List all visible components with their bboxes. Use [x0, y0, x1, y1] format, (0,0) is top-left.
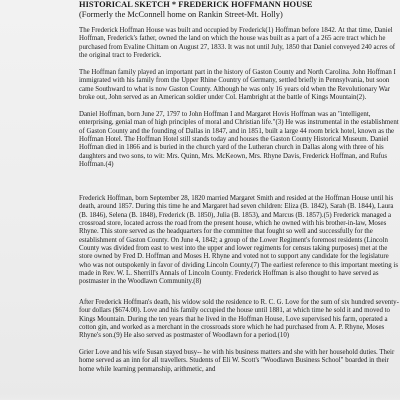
paragraph-love-family: After Frederick Hoffman's death, his widow sold the residence to R. C. G. Love for the sum of six hundred seventy-four dollars ($674.00). Love and his family occupied the house until 1881, at which time he sold it and moved to Kings Mountain. During the ten years that he lived in the Hoffman House, Love supervised his farm, operated a cotton gin, and worked as a merchant in the crossroads store which he had purchased from A. P. Rhyne, Moses Rhyne's son.(9) He also served as postmaster of Woodlawn for a period.(10)	[79, 299, 399, 340]
paragraph-frederick-hoffman: Frederick Hoffman, born September 28, 1820 married Margaret Smith and resided at the Hoffman House until his death, around 1857. During this time he and Margaret had seven children: Eliza (B. 1842), Sarah (B. 1844), Laura (B. 1846), Selena (B. 1848), Frederick (B. 1850), Julia (B. 1853), and Marcus (B. 1857).(5) Frederick managed a crossroad store, located across the road from the present house, which he owned with his brother-in-law, Moses Rhyne. This store served as the headquarters for the committee that fought so well and successfully for the establishment of Gaston County. On June 4, 1842; a group of the Lower Regiment's foremost residents (Lincoln County was divided from east to west into the upper and lower regiments for census taking purposes) met at the store owned by Fred D. Hoffman and Moses H. Rhyne and voted not to support any candidate for the legislature who was not outspokenly in favor of dividing Lincoln County.(7) The earliest reference to this important meeting is made in Rev. W. L. Sherrill's Annals of Lincoln County. Frederick Hoffman is also thought to have served as postmaster in the Woodlawn Community.(8)	[79, 195, 399, 286]
document-subtitle: (Formerly the McConnell home on Rankin Street-Mt. Holly)	[79, 10, 283, 19]
paragraph-daniel-hoffman: Daniel Hoffman, born June 27, 1797 to John Hoffman I and Margaret Hovis Hoffman was an "intelligent, enterprising, genial man of high principles of moral and Christian life."(3) He was instrumental in the establishment of Gaston County and the founding of Dallas in 1847, and in 1851, built a large 44 room brick hotel, known as the Hoffman Hotel. The Hoffman Hotel still stands today and houses the Gaston County Historical Museum. Daniel Hoffman died in 1866 and is buried in the church yard of the Lutheran church in Dallas along with three of his daughters and two sons, to wit: Mrs. Quinn, Mrs. McKeown, Mrs. Rhyne Davis, Frederick Hoffman, and Rufus Hoffman.(4)	[79, 111, 399, 169]
paragraph-family-history: The Hoffman family played an important part in the history of Gaston County and North Carolina. John Hoffman I immigrated with his family from the Upper Rhine Country of Germany, settled briefly in Pennsylvania, but soon came Southward to what is now Gaston County. Although he was only 16 years old when the Revolutionary War broke out, John served as an American soldier under Col. Hambright at the battle of Kings Mountain(2).	[79, 69, 396, 102]
document-title: HISTORICAL SKETCH * FREDERICK HOFFMANN HOUSE	[79, 0, 313, 9]
paragraph-grier-love: Grier Love and his wife Susan stayed busy-- he with his business matters and she with her household duties. Their home served as an inn for all travellers. Students of Eli W. Scott's "Woodlawn Business School" boarded in their home while learning penmanship, arithmetic, and	[79, 349, 395, 373]
paragraph-house-origin: The Frederick Hoffman House was built and occupied by Frederick(1) Hoffman before 1842. At that time, Daniel Hoffman, Frederick's father, owned the land on which the house was built as a part of a 265 acre tract which he purchased from Evaline Chittam on August 27, 1833. It was not until July, 1850 that Daniel conveyed 240 acres of the original tract to Frederick.	[79, 27, 396, 60]
